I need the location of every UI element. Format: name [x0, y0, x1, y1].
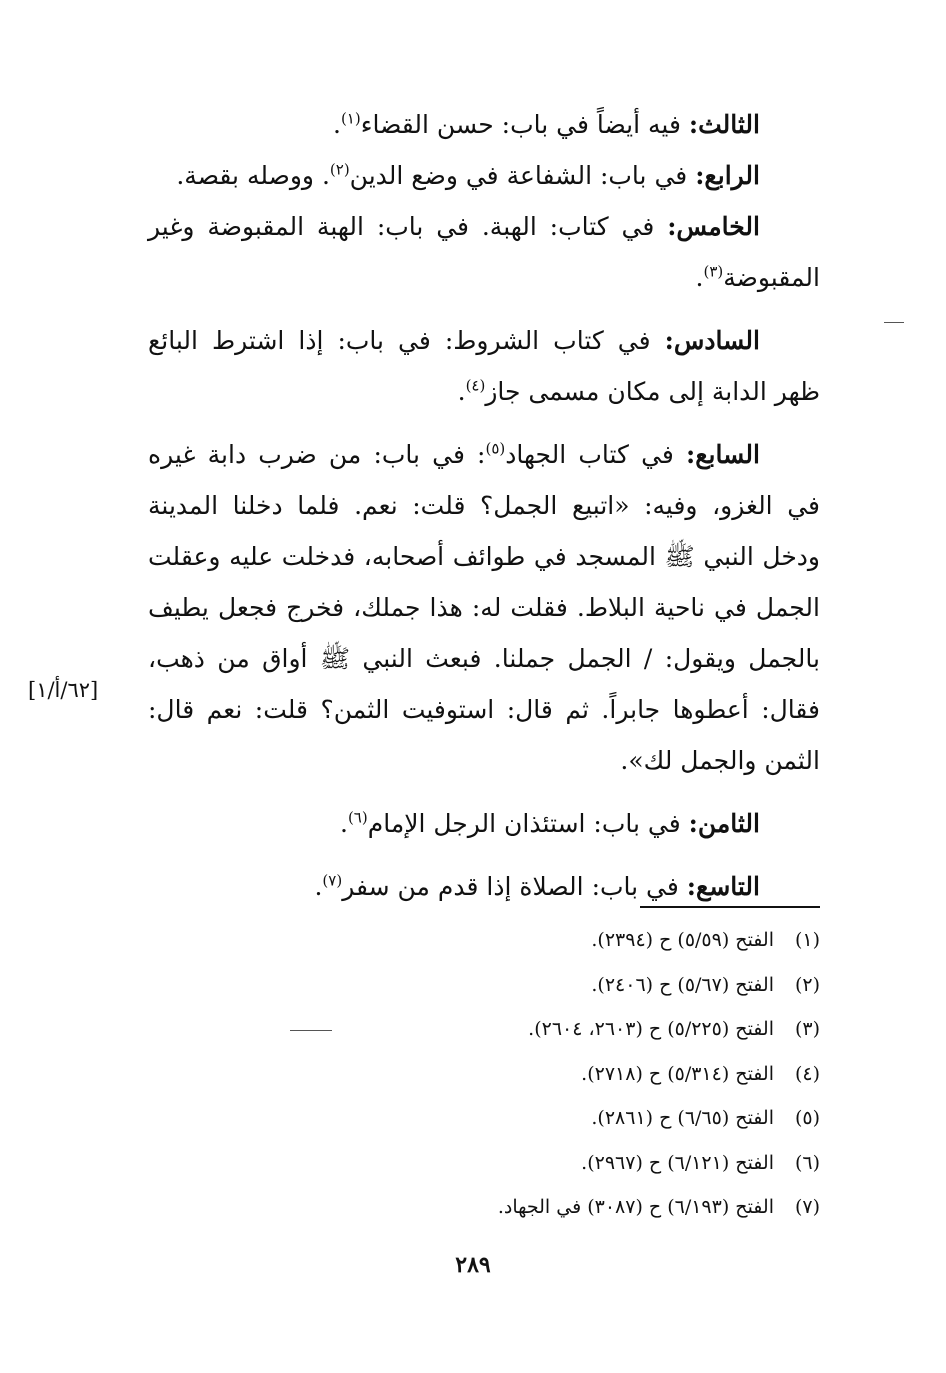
footnote-number: (٣)	[794, 1018, 820, 1040]
paragraph-text-after: : في باب: من ضرب دابة غيره في الغزو، وفيه: «اتبيع الجمل؟ قلت: نعم. فلما دخلنا المدينة ودخل النبي ﷺ المسجد في طوائف أصحابه، فدخلت عليه وعقلت الجمل في ناحية البلاط. فقلت له: هذا جملك، فخرج فجعل يطيف بالجمل ويقول: / الجمل جملنا. فبعث النبي ﷺ أواق من ذهب، فقال: أعطوها جابراً. ثم قال: استوفيت الثمن؟ قلت: نعم قال: الثمن والجمل لك».	[148, 440, 820, 775]
paragraph-label: السابع:	[686, 440, 760, 469]
footnote-ref: (٦)	[347, 808, 368, 827]
footnote-number: (٢)	[794, 973, 820, 996]
footnote-number: (١)	[794, 929, 820, 951]
paragraph-text: في باب: الشفاعة في وضع الدين	[349, 161, 696, 190]
paragraph-text-after: .	[314, 872, 323, 901]
paragraph-text: في كتاب الجهاد	[505, 440, 687, 469]
footnote-ref: (٣)	[703, 262, 724, 281]
paragraph-label: السادس:	[664, 326, 760, 355]
footnote-number: (٧)	[794, 1196, 820, 1218]
footnote-text: الفتح (٦/٦٥) ح (٢٨٦١).	[591, 1107, 774, 1129]
paragraph-text: في باب: الصلاة إذا قدم من سفر	[342, 872, 687, 901]
footnote-number: (٦)	[794, 1151, 820, 1174]
paragraph-text-after: .	[339, 809, 348, 838]
footnote	[120, 1052, 820, 1097]
footnote	[120, 963, 820, 1008]
paragraph-text: في باب: استئذان الرجل الإمام	[367, 809, 689, 838]
footnote-ref: (٧)	[322, 871, 343, 890]
paragraph-label: التاسع:	[686, 872, 760, 901]
footnote-text: الفتح (٥/٥٩) ح (٢٣٩٤).	[591, 929, 774, 951]
page-number: ٢٨٩	[455, 1252, 491, 1278]
footnote	[120, 1141, 820, 1186]
footnote	[120, 918, 820, 963]
footnote-text: الفتح (٦/١٢١) ح (٢٩٦٧).	[581, 1151, 774, 1174]
paragraph-label: الخامس:	[667, 212, 760, 241]
paragraph-label: الثامن:	[688, 809, 760, 838]
paragraph-text-after: .	[457, 377, 466, 406]
footnote-number: (٤)	[794, 1062, 820, 1085]
paragraph-text-after: .	[332, 110, 341, 139]
footnote-ref: (٤)	[465, 376, 486, 395]
paragraph-text-after: . ووصله بقصة.	[176, 161, 330, 190]
paragraph-label: الثالث:	[688, 110, 760, 139]
paragraph-eighth	[148, 798, 820, 849]
footnotes	[120, 918, 820, 1230]
paragraph-third	[148, 99, 820, 150]
footnote-ref: (٢)	[329, 160, 350, 179]
footnote-separator	[640, 906, 820, 908]
manuscript-folio-marker: [٦٢/أ/١]	[28, 678, 99, 702]
footnote-ref: (٥)	[485, 439, 506, 458]
paragraph-text: في كتاب: الهبة. في باب: الهبة المقبوضة وغير المقبوضة	[148, 212, 820, 292]
footnote	[120, 1185, 820, 1230]
paragraph-fifth	[148, 201, 820, 303]
paragraph-label: الرابع:	[695, 161, 760, 190]
footnote-number: (٥)	[794, 1107, 820, 1129]
paragraph-ninth	[148, 861, 820, 912]
paragraph-text-after: .	[695, 263, 704, 292]
paragraph-sixth	[148, 315, 820, 417]
paragraph-text: في كتاب الشروط: في باب: إذا اشترط البائع ظهر الدابة إلى مكان مسمى جاز	[148, 326, 820, 406]
footnote-text: الفتح (٥/٢٢٥) ح (٢٦٠٣، ٢٦٠٤).	[528, 1018, 774, 1040]
footnote-ref: (١)	[340, 109, 361, 128]
footnote-text: الفتح (٥/٦٧) ح (٢٤٠٦).	[591, 973, 774, 996]
paragraph-fourth	[148, 150, 820, 201]
footnote-text: الفتح (٦/١٩٣) ح (٣٠٨٧) في الجهاد.	[497, 1196, 774, 1218]
paragraph-seventh	[148, 429, 820, 786]
paragraph-text: فيه أيضاً في باب: حسن القضاء	[360, 110, 689, 139]
footnote	[120, 1096, 820, 1141]
footnote-text: الفتح (٥/٣١٤) ح (٢٧١٨).	[581, 1062, 774, 1085]
margin-mark	[884, 322, 904, 323]
footnote	[120, 1007, 820, 1052]
body-text	[148, 99, 820, 912]
